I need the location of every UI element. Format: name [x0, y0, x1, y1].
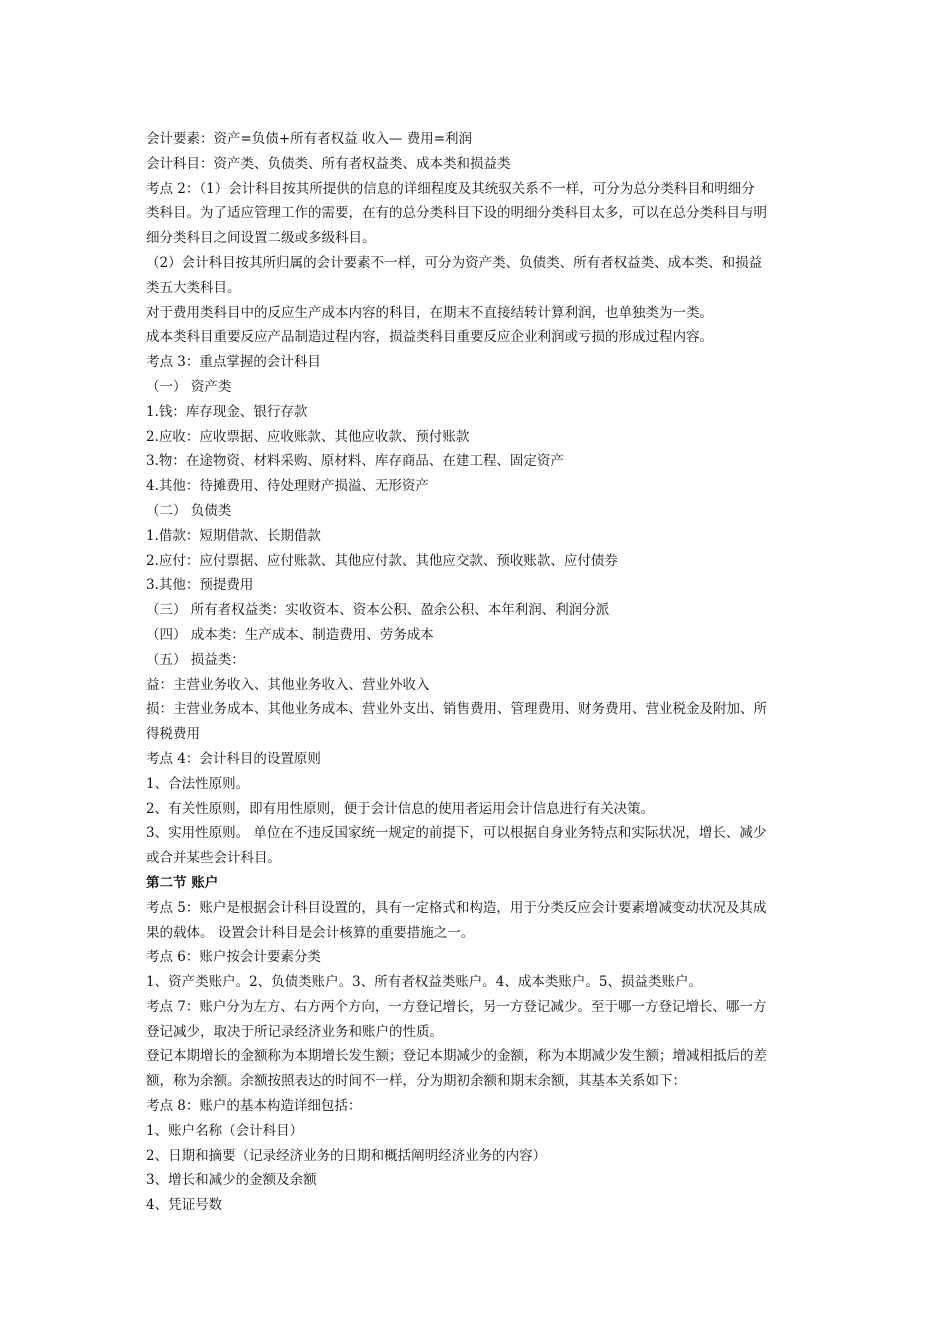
text-line: 1、账户名称（会计科目） [146, 1122, 304, 1139]
text-line: 1、合法性原则。 [146, 775, 250, 792]
text-line: 考点 5：账户是根据会计科目设置的，具有一定格式和构造，用于分类反应会计要素增减变动状况及其成 [146, 899, 767, 916]
text-line: 成本类科目重要反应产品制造过程内容，损益类科目重要反应企业利润或亏损的形成过程内容。 [146, 329, 713, 346]
text-line: 2.应付：应付票据、应付账款、其他应付款、其他应交款、预收账款、应付债券 [146, 552, 618, 569]
text-line: 对于费用类科目中的反应生产成本内容的科目，在期末不直接结转计算利润，也单独类为一类。 [146, 304, 713, 321]
text-line: （三） 所有者权益类：实收资本、资本公积、盈余公积、本年利润、利润分派 [146, 602, 610, 619]
text-line: 考点 4：会计科目的设置原则 [146, 750, 321, 767]
text-line: （2）会计科目按其所归属的会计要素不一样，可分为资产类、负债类、所有者权益类、成本类、和损益 [146, 254, 763, 271]
text-line: 考点 8：账户的基本构造详细包括： [146, 1098, 362, 1115]
text-line: 4、凭证号数 [146, 1197, 223, 1214]
text-line: 登记减少，取决于所记录经济业务和账户的性质。 [146, 1023, 443, 1040]
text-line: 3、增长和减少的金额及余额 [146, 1172, 317, 1189]
section-heading: 第二节 账户 [146, 874, 219, 891]
text-line: 4.其他：待摊费用、待处理财产损溢、无形资产 [146, 478, 429, 495]
text-line: 3.其他：预提费用 [146, 577, 254, 594]
text-line: （一） 资产类 [146, 378, 232, 395]
text-line: 类科目。为了适应管理工作的需要，在有的总分类科目下设的明细分类科目太多，可以在总分类科目与明 [146, 205, 767, 222]
text-line: 3.物：在途物资、材料采购、原材料、库存商品、在建工程、固定资产 [146, 453, 564, 470]
text-line: （五） 损益类： [146, 651, 245, 668]
text-line: 考点 3：重点掌握的会计科目 [146, 354, 321, 371]
text-line: 考点 6：账户按会计要素分类 [146, 949, 321, 966]
text-line: 损：主营业务成本、其他业务成本、营业外支出、销售费用、管理费用、财务费用、营业税金及附加、所 [146, 701, 767, 718]
text-line: 果的载体。 设置会计科目是会计核算的重要措施之一。 [146, 924, 475, 941]
text-line: 考点 2：（1）会计科目按其所提供的信息的详细程度及其统驭关系不一样，可分为总分类科目和明细分 [146, 180, 755, 197]
text-line: 3、实用性原则。 单位在不违反国家统一规定的前提下，可以根据自身业务特点和实际状况，增长、减少 [146, 825, 767, 842]
text-line: 会计科目：资产类、负债类、所有者权益类、成本类和损益类 [146, 155, 511, 172]
text-line: （二） 负债类 [146, 502, 232, 519]
text-line: 类五大类科目。 [146, 279, 241, 296]
text-line: 2、日期和摘要（记录经济业务的日期和概括阐明经济业务的内容） [146, 1147, 547, 1164]
text-line: （四） 成本类：生产成本、制造费用、劳务成本 [146, 626, 434, 643]
text-line: 2.应收：应收票据、应收账款、其他应收款、预付账款 [146, 428, 470, 445]
document-page [146, 127, 808, 1218]
text-line: 1.钱：库存现金、银行存款 [146, 403, 308, 420]
text-line: 或合并某些会计科目。 [146, 850, 281, 867]
text-line: 1、资产类账户。2、负债类账户。3、所有者权益类账户。4、成本类账户。5、损益类账户。 [146, 974, 702, 991]
text-line: 益：主营业务收入、其他业务收入、营业外收入 [146, 676, 430, 693]
text-line: 1.借款：短期借款、长期借款 [146, 527, 321, 544]
text-line: 细分类科目之间设置二级或多级科目。 [146, 230, 376, 247]
text-line: 会计要素：资产=负债+所有者权益 收入— 费用=利润 [146, 131, 473, 147]
text-line: 2、有关性原则，即有用性原则，便于会计信息的使用者运用会计信息进行有关决策。 [146, 800, 655, 817]
text-line: 考点 7：账户分为左方、右方两个方向，一方登记增长，另一方登记减少。至于哪一方登记增长、哪一方 [146, 998, 767, 1015]
text-line: 额，称为余额。余额按照表达的时间不一样，分为期初余额和期末余额，其基本关系如下： [146, 1073, 686, 1090]
text-line: 得税费用 [146, 726, 200, 743]
text-line: 登记本期增长的金额称为本期增长发生额；登记本期减少的金额，称为本期减少发生额；增减相抵后的差 [146, 1048, 767, 1065]
